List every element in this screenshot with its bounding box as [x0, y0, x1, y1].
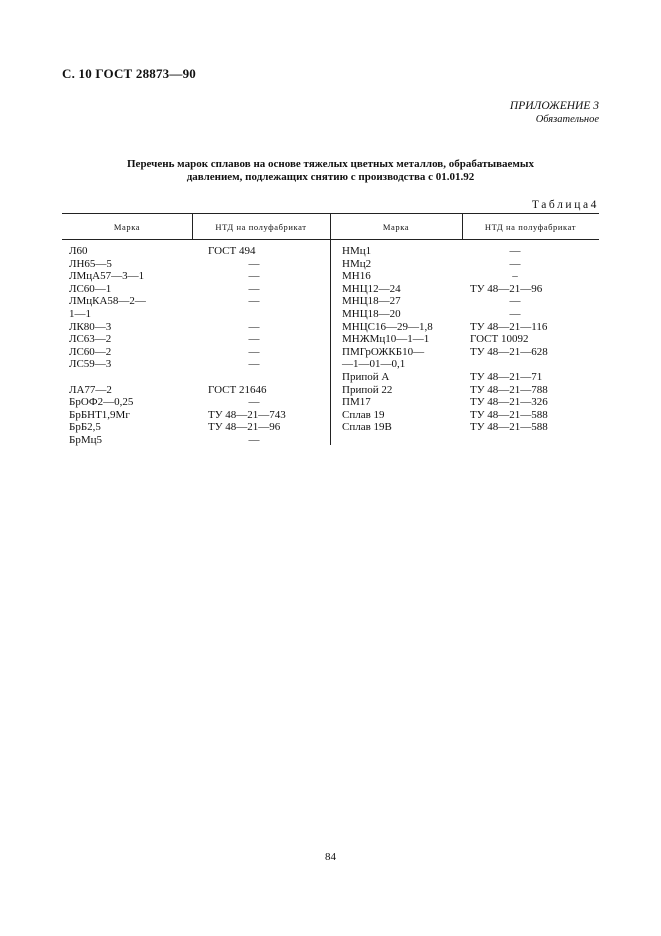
table-cell: –	[512, 270, 518, 283]
table-cell: ЛМцКА58—2—	[69, 295, 146, 308]
table-cell: МН16	[342, 270, 371, 283]
table-cell: МНЦС16—29—1,8	[342, 320, 433, 333]
table-cell: —	[248, 433, 260, 446]
table-cell: —	[509, 245, 521, 257]
table-cell: ТУ 48—21—588	[470, 421, 548, 434]
table-cell: —1—01—0,1	[342, 358, 406, 371]
table-title-line-1: Перечень марок сплавов на основе тяжелых цветных металлов, обрабатываемых	[127, 158, 534, 170]
table-cell	[208, 371, 300, 384]
table-cell: ТУ 48—21—588	[470, 408, 548, 421]
column-left-marks	[69, 245, 191, 447]
table-cell	[208, 308, 300, 321]
table-cell: ТУ 48—21—628	[470, 345, 548, 358]
header-mark-right: Марка	[382, 222, 410, 232]
table-cell: —	[248, 257, 260, 270]
table-number: Таблица4	[531, 199, 599, 211]
column-right-marks	[342, 245, 460, 447]
table-cell: Припой 22	[342, 383, 393, 396]
table-cell: —	[248, 320, 260, 333]
table-cell: 1—1	[69, 307, 91, 320]
table-cell: ГОСТ 21646	[208, 383, 267, 396]
table-cell: Сплав 19	[342, 408, 385, 421]
header-ntd-left: НТД на полуфабрикат	[215, 222, 307, 232]
table-cell: БрБНТ1,9Мг	[69, 408, 130, 421]
table-cell: ЛС63—2	[69, 333, 112, 346]
page-number: 84	[325, 851, 336, 863]
table-cell: —	[248, 358, 260, 371]
document-header: С. 10 ГОСТ 28873—90	[62, 66, 196, 81]
table-cell: МНЦ18—27	[342, 295, 401, 308]
table-cell: БрМц5	[69, 433, 102, 446]
appendix-label: ПРИЛОЖЕНИЕ 3	[509, 100, 599, 112]
table-cell: ГОСТ 10092	[470, 333, 529, 346]
table-cell: —	[248, 282, 260, 295]
table-cell: —	[509, 257, 521, 270]
table-cell: ТУ 48—21—116	[470, 320, 548, 333]
table-cell: МНЦ12—24	[342, 282, 401, 295]
table-cell: МНЖМц10—1—1	[342, 333, 430, 346]
table-cell: —	[248, 295, 260, 308]
table-cell: ГОСТ 494	[208, 245, 256, 257]
table-cell: БрОФ2—0,25	[69, 396, 134, 409]
table-cell: ТУ 48—21—96	[470, 282, 543, 295]
table-cell	[342, 434, 460, 447]
table-cell	[470, 434, 560, 447]
table-title	[62, 158, 599, 184]
table-cell: ЛС59—3	[69, 358, 112, 371]
center-divider	[330, 213, 331, 445]
table-cell: —	[248, 270, 260, 283]
column-left-ntd	[208, 245, 300, 447]
table-cell: —	[509, 307, 521, 320]
table-cell: ЛК80—3	[69, 320, 112, 333]
table-cell: МНЦ18—20	[342, 307, 401, 320]
header-ntd-right: НТД на полуфабрикат	[484, 222, 577, 232]
table-cell: Сплав 19В	[342, 421, 392, 434]
appendix-status: Обязательное	[535, 114, 599, 125]
table-cell: НМц1	[342, 245, 372, 257]
table-cell: ЛС60—1	[69, 282, 112, 295]
table-cell: БрБ2,5	[69, 421, 101, 434]
table-cell: —	[248, 345, 260, 358]
table-cell	[69, 371, 191, 384]
table-cell: ТУ 48—21—788	[470, 383, 548, 396]
header-mark-left: Марка	[113, 222, 141, 232]
table-cell: —	[248, 333, 260, 346]
table-cell: Припой А	[342, 370, 390, 383]
table-cell: ТУ 48—21—743	[208, 408, 286, 421]
appendix-block	[510, 100, 599, 126]
column-right-ntd	[470, 245, 560, 447]
table-title-line-2: давлением, подлежащих снятию с производства с 01.01.92	[186, 171, 475, 183]
table-cell: ЛС60—2	[69, 345, 112, 358]
table-cell: НМц2	[342, 257, 372, 270]
table-cell: ПМ17	[342, 396, 371, 409]
table-cell: ТУ 48—21—71	[470, 370, 543, 383]
table-cell	[470, 358, 560, 371]
table-cell: —	[248, 396, 260, 409]
table-cell: ПМГрОЖКБ10—	[342, 345, 425, 358]
table-cell: —	[509, 295, 521, 308]
table-cell: ЛН65—5	[69, 257, 112, 270]
alloy-table	[62, 213, 599, 445]
table-cell: ЛМцА57—3—1	[69, 270, 145, 283]
table-cell: ЛА77—2	[69, 383, 112, 396]
table-cell: ТУ 48—21—326	[470, 396, 548, 409]
table-cell: Л60	[69, 245, 88, 257]
table-cell: ТУ 48—21—96	[208, 421, 281, 434]
